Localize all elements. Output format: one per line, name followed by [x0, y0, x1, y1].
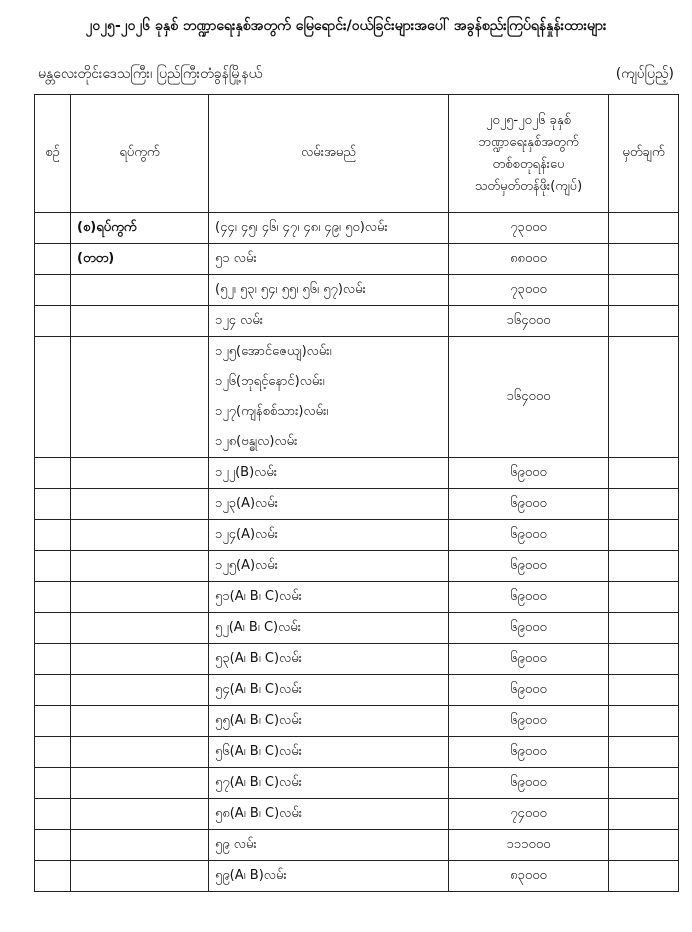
cell-ward	[71, 799, 209, 830]
cell-street: ၅၄(A၊ B၊ C)လမ်း	[209, 675, 449, 706]
cell-rate: ၁၆၄၀၀၀	[449, 306, 609, 337]
cell-rate: ၆၉၀၀၀	[449, 768, 609, 799]
cell-ward	[71, 613, 209, 644]
cell-rate: ၁၁၁၀၀၀	[449, 830, 609, 861]
table-row	[35, 582, 679, 613]
table-row	[35, 799, 679, 830]
header-rate	[449, 95, 609, 213]
street-line: ၁၂၈(ဗန္ဓုလ)လမ်း	[215, 434, 298, 449]
cell-ward	[71, 275, 209, 306]
cell-remark	[609, 337, 679, 458]
cell-remark	[609, 706, 679, 737]
cell-ward: (စ)ရပ်ကွက်	[71, 213, 209, 244]
cell-rate: ၆၉၀၀၀	[449, 582, 609, 613]
cell-ward	[71, 458, 209, 489]
cell-ward	[71, 706, 209, 737]
cell-remark	[609, 551, 679, 582]
document-title: ၂၀၂၅-၂၀၂၆ ခုနှစ် ဘဏ္ဍာရေးနှစ်အတွက် မြေရောင်း/ဝယ်ခြင်းများအပေါ် အခွန်စည်းကြပ်ရန်နှုန်းထားများ	[85, 18, 607, 34]
table-row	[35, 520, 679, 551]
cell-rate: ၇၃၀၀၀	[449, 275, 609, 306]
cell-remark	[609, 830, 679, 861]
cell-rate: ၇၃၀၀၀	[449, 213, 609, 244]
cell-ward	[71, 489, 209, 520]
cell-no	[35, 737, 71, 768]
cell-street: ၁၂၅(A)လမ်း	[209, 551, 449, 582]
street-line: ၁၂၆(ဘုရင့်နောင်)လမ်း၊	[215, 374, 325, 389]
street-line: ၁၂၇(ကျန်စစ်သား)လမ်း၊	[215, 404, 329, 419]
cell-no	[35, 706, 71, 737]
table-row	[35, 706, 679, 737]
table-row	[35, 861, 679, 892]
cell-rate: ၆၉၀၀၀	[449, 520, 609, 551]
table-row	[35, 613, 679, 644]
cell-street: ၁၂၄ လမ်း	[209, 306, 449, 337]
cell-ward	[71, 520, 209, 551]
cell-no	[35, 213, 71, 244]
cell-remark	[609, 244, 679, 275]
table-row	[35, 213, 679, 244]
cell-no	[35, 830, 71, 861]
table-row	[35, 675, 679, 706]
table-row	[35, 306, 679, 337]
cell-remark	[609, 644, 679, 675]
table-row	[35, 768, 679, 799]
cell-rate: ၈၃၀၀၀	[449, 861, 609, 892]
cell-ward	[71, 830, 209, 861]
cell-no	[35, 582, 71, 613]
land-rate-table	[34, 94, 679, 892]
cell-rate: ၆၉၀၀၀	[449, 613, 609, 644]
cell-street: ၅၂(A၊ B၊ C)လမ်း	[209, 613, 449, 644]
cell-street: (၅၂၊ ၅၃၊ ၅၄၊ ၅၅၊ ၅၆၊ ၅၇)လမ်း	[209, 275, 449, 306]
cell-ward: (တတ)	[71, 244, 209, 275]
table-row	[35, 644, 679, 675]
cell-remark	[609, 582, 679, 613]
cell-rate: ၇၄၀၀၀	[449, 799, 609, 830]
cell-no	[35, 675, 71, 706]
cell-remark	[609, 799, 679, 830]
header-remark: မှတ်ချက်	[609, 95, 679, 213]
header-no: စဉ်	[35, 95, 71, 213]
table-row	[35, 275, 679, 306]
table-row	[35, 244, 679, 275]
cell-ward	[71, 337, 209, 458]
cell-rate: ၆၉၀၀၀	[449, 675, 609, 706]
header-rate-line: ဘဏ္ဍာရေးနှစ်အတွက်	[478, 134, 579, 150]
cell-ward	[71, 551, 209, 582]
cell-remark	[609, 458, 679, 489]
table-row	[35, 489, 679, 520]
cell-ward	[71, 306, 209, 337]
cell-remark	[609, 861, 679, 892]
cell-ward	[71, 768, 209, 799]
cell-remark	[609, 613, 679, 644]
cell-no	[35, 861, 71, 892]
table-row	[35, 551, 679, 582]
header-rate-line: ၂၀၂၅-၂၀၂၆ ခုနှစ်	[486, 112, 571, 128]
cell-street: ၅၆(A၊ B၊ C)လမ်း	[209, 737, 449, 768]
cell-rate: ၆၉၀၀၀	[449, 737, 609, 768]
cell-street: ၅၉ လမ်း	[209, 830, 449, 861]
document-subheader	[38, 64, 674, 85]
cell-remark	[609, 306, 679, 337]
table-row	[35, 830, 679, 861]
cell-no	[35, 644, 71, 675]
header-street: လမ်းအမည်	[209, 95, 449, 213]
cell-ward	[71, 861, 209, 892]
cell-ward	[71, 644, 209, 675]
cell-street: ၅၅(A၊ B၊ C)လမ်း	[209, 706, 449, 737]
cell-no	[35, 520, 71, 551]
table-row	[35, 458, 679, 489]
cell-street: ၅၁ လမ်း	[209, 244, 449, 275]
header-rate-line: သတ်မှတ်တန်ဖိုး(ကျပ်)	[474, 178, 583, 194]
cell-rate: ၁၆၄၀၀၀	[449, 337, 609, 458]
cell-remark	[609, 675, 679, 706]
cell-rate: ၆၉၀၀၀	[449, 706, 609, 737]
cell-street: ၅၉(A၊ B)လမ်း	[209, 861, 449, 892]
header-rate-line: တစ်စတုရန်းပေ	[492, 156, 565, 172]
region-label: မန္တလေးတိုင်းဒေသကြီး၊ ပြည်ကြီးတံခွန်မြို့နယ်	[38, 66, 263, 82]
street-line: ၁၂၅(အောင်ဇေယျ)လမ်း၊	[215, 344, 332, 359]
cell-no	[35, 275, 71, 306]
cell-remark	[609, 275, 679, 306]
table-row	[35, 337, 679, 458]
cell-street	[209, 337, 449, 458]
cell-rate: ၆၉၀၀၀	[449, 551, 609, 582]
cell-remark	[609, 213, 679, 244]
cell-street: ၅၃(A၊ B၊ C)လမ်း	[209, 644, 449, 675]
cell-street: ၅၁(A၊ B၊ C)လမ်း	[209, 582, 449, 613]
cell-remark	[609, 737, 679, 768]
cell-no	[35, 244, 71, 275]
cell-no	[35, 337, 71, 458]
cell-no	[35, 489, 71, 520]
table-header-row	[35, 95, 679, 213]
cell-rate: ၆၉၀၀၀	[449, 458, 609, 489]
cell-rate: ၆၉၀၀၀	[449, 489, 609, 520]
table-row	[35, 737, 679, 768]
cell-remark	[609, 520, 679, 551]
cell-ward	[71, 737, 209, 768]
cell-street: ၁၂၃(A)လမ်း	[209, 489, 449, 520]
cell-street: ၅၈(A၊ B၊ C)လမ်း	[209, 799, 449, 830]
cell-no	[35, 551, 71, 582]
cell-no	[35, 799, 71, 830]
cell-no	[35, 613, 71, 644]
cell-ward	[71, 582, 209, 613]
header-ward: ရပ်ကွက်	[71, 95, 209, 213]
cell-street: ၁၂၄(A)လမ်း	[209, 520, 449, 551]
cell-remark	[609, 768, 679, 799]
cell-no	[35, 306, 71, 337]
currency-unit: (ကျပ်ပြည့်)	[615, 66, 674, 82]
cell-no	[35, 458, 71, 489]
cell-rate: ၆၉၀၀၀	[449, 644, 609, 675]
cell-remark	[609, 489, 679, 520]
cell-street: (၄၄၊ ၄၅၊ ၄၆၊ ၄၇၊ ၄၈၊ ၄၉၊ ၅၀)လမ်း	[209, 213, 449, 244]
cell-rate: ၈၈၀၀၀	[449, 244, 609, 275]
cell-ward	[71, 675, 209, 706]
cell-street: ၁၂၂(B)လမ်း	[209, 458, 449, 489]
cell-street: ၅၇(A၊ B၊ C)လမ်း	[209, 768, 449, 799]
cell-no	[35, 768, 71, 799]
